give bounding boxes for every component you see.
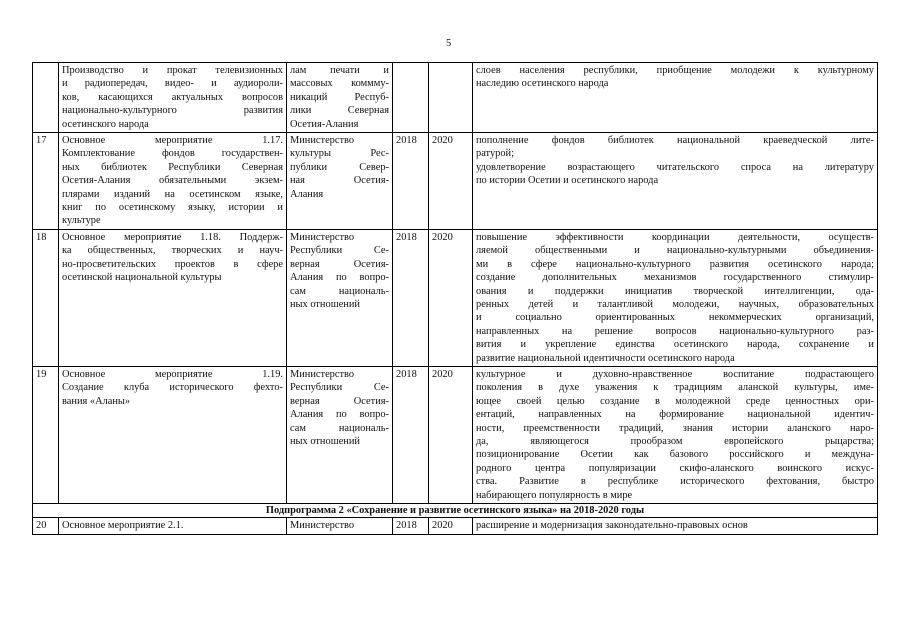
expected-result-line: ратурой; — [476, 148, 514, 160]
program-activities-table — [32, 62, 878, 535]
expected-result-line: ми в сфере национально-культурного развития осетинского народа; — [476, 258, 874, 270]
year-start: 2018 — [393, 229, 429, 366]
year-end: 2020 — [429, 518, 473, 534]
expected-result-line: ренных детей и талантливой молодежи, научных, образовательных — [476, 298, 874, 310]
expected-result-line: ства. Развитие в республике исторического фехтования, быстро — [476, 476, 874, 488]
year-start: 2018 — [393, 366, 429, 503]
activity-name — [59, 229, 287, 366]
year-end — [429, 63, 473, 133]
activity-name-line: но-просветительских проектов в сфере — [62, 258, 283, 270]
activity-name-line: и радиопередач, видео- и аудиороли- — [62, 78, 283, 90]
expected-result — [473, 63, 878, 133]
activity-name-line: культуре — [62, 215, 101, 227]
expected-result-line: поколения в духе уважения к традициям аланской культуры, име- — [476, 382, 874, 394]
expected-result-line: развитие национальной идентичности осетинского народа — [476, 352, 735, 364]
executor-line: сам националь- — [290, 285, 389, 297]
year-end: 2020 — [429, 229, 473, 366]
activity-name-line: Основное мероприятие 1.18. Поддерж- — [62, 231, 283, 243]
executor-line: Алания — [290, 188, 324, 200]
year-start: 2018 — [393, 518, 429, 534]
executor-line: Министерство — [290, 368, 355, 380]
activity-name-line: Комплектование фондов государствен- — [62, 148, 283, 160]
executor-line: лики Северная — [290, 105, 389, 117]
expected-result-line: ющее своей целью создание в молодежной среде ценностных ори- — [476, 395, 874, 407]
executor-line: Республики Се- — [290, 382, 389, 394]
activity-name-line: вания «Аланы» — [62, 395, 131, 407]
executor-line: Осетия-Алания — [290, 118, 359, 130]
year-start — [393, 63, 429, 133]
activity-name-line: ка общественных, творческих и науч- — [62, 245, 283, 257]
expected-result-line: удовлетворение возрастающего читательского спроса на литературу — [476, 161, 874, 173]
table-row — [33, 518, 878, 534]
expected-result-line: родного центра популяризации скифо-аланского воинского искус- — [476, 462, 874, 474]
activity-name-line: осетинского народа — [62, 118, 149, 130]
expected-result-line: вития и укрепление единства осетинского народа, сохранение и — [476, 339, 874, 351]
table-row — [33, 133, 878, 230]
executor — [287, 229, 393, 366]
year-end: 2020 — [429, 366, 473, 503]
table-row — [33, 63, 878, 133]
activity-name-line: Производство и прокат телевизионных — [62, 65, 283, 76]
row-number — [33, 63, 59, 133]
executor-line: ных отношений — [290, 298, 360, 310]
expected-result-line: позиционирование Осетии как базового российского и междуна- — [476, 449, 874, 461]
expected-result-line: наследию осетинского народа — [476, 78, 609, 90]
activity-name-line: книг по осетинскому языку, истории и — [62, 202, 283, 214]
row-number: 17 — [33, 133, 59, 230]
table-row — [33, 229, 878, 366]
activity-name-line: Основное мероприятие 1.17. — [62, 135, 283, 147]
activity-name-line: Осетия-Алания обязательными экзем- — [62, 175, 283, 187]
executor-line: культуры Рес- — [290, 148, 389, 160]
activity-name-line: Основное мероприятие 1.19. — [62, 368, 283, 380]
page-number: 5 — [446, 38, 452, 49]
activity-name-line: плярами изданий на осетинском языке, — [62, 188, 283, 200]
expected-result — [473, 229, 878, 366]
activity-name-line: национально-культурного развития — [62, 105, 283, 117]
executor-line: Алания по вопро- — [290, 272, 389, 284]
expected-result-line: создание дополнительных механизмов государственного стимулир- — [476, 272, 874, 284]
expected-result — [473, 366, 878, 503]
row-number: 20 — [33, 518, 59, 534]
executor-line: лам печати и — [290, 65, 389, 76]
executor-line: Министерство — [290, 135, 355, 147]
executor — [287, 133, 393, 230]
expected-result-line: ляемой общественными и национально-культурными объединения- — [476, 245, 874, 257]
expected-result-line: повышение эффективности координации деятельности, осуществ- — [476, 231, 874, 243]
executor-line: никаций Респуб- — [290, 91, 389, 103]
expected-result-line: пополнение фондов библиотек национальной краеведческой лите- — [476, 135, 874, 147]
executor-line: ная Осетия- — [290, 175, 389, 187]
section-title: Подпрограмма 2 «Сохранение и развитие осетинского языка» на 2018-2020 годы — [33, 504, 878, 518]
activity-name — [59, 63, 287, 133]
executor — [287, 366, 393, 503]
activity-name: Основное мероприятие 2.1. — [59, 518, 287, 534]
expected-result — [473, 133, 878, 230]
executor-line: массовых коммму- — [290, 78, 389, 90]
row-number: 18 — [33, 229, 59, 366]
expected-result-line: и социально ориентированных некоммерческих организаций, — [476, 312, 874, 324]
activity-name-line: осетинской национальной культуры — [62, 272, 222, 284]
executor-line: публики Север- — [290, 161, 389, 173]
expected-result-line: культурное и духовно-нравственное воспитание подрастающего — [476, 368, 874, 380]
expected-result-line: ования и поддержки инициатив творческой интеллигенции, ода- — [476, 285, 874, 297]
year-start: 2018 — [393, 133, 429, 230]
executor-line: сам националь- — [290, 422, 389, 434]
table-row — [33, 366, 878, 503]
row-number: 19 — [33, 366, 59, 503]
section-row — [33, 504, 878, 518]
executor — [287, 63, 393, 133]
executor-line: Алания по вопро- — [290, 409, 389, 421]
executor-line: Республики Се- — [290, 245, 389, 257]
expected-result-line: направленных на решение вопросов национально-культурного раз- — [476, 325, 874, 337]
executor-line: ных отношений — [290, 435, 360, 447]
expected-result-line: ности, преемственности традиций, знания истории аланского наро- — [476, 422, 874, 434]
activity-name-line: ных библиотек Республики Северная — [62, 161, 283, 173]
expected-result-line: да, являющегося прообразом европейского рыцарства; — [476, 435, 874, 447]
executor-line: Министерство — [290, 231, 355, 243]
activity-name — [59, 366, 287, 503]
expected-result-line: слоев населения республики, приобщение молодежи к культурному — [476, 65, 874, 76]
executor: Министерство — [287, 518, 393, 534]
activity-name-line: Создание клуба исторического фехто- — [62, 382, 283, 394]
expected-result-line: набирающего популярность в мире — [476, 489, 633, 501]
expected-result-line: по истории Осетии и осетинского народа — [476, 175, 659, 187]
activity-name-line: ков, касающихся актуальных вопросов — [62, 91, 283, 103]
executor-line: верная Осетия- — [290, 258, 389, 270]
year-end: 2020 — [429, 133, 473, 230]
executor-line: верная Осетия- — [290, 395, 389, 407]
expected-result: расширение и модернизация законодательно-правовых основ — [473, 518, 878, 534]
activity-name — [59, 133, 287, 230]
expected-result-line: ентаций, направленных на формирование национальной идентич- — [476, 409, 874, 421]
